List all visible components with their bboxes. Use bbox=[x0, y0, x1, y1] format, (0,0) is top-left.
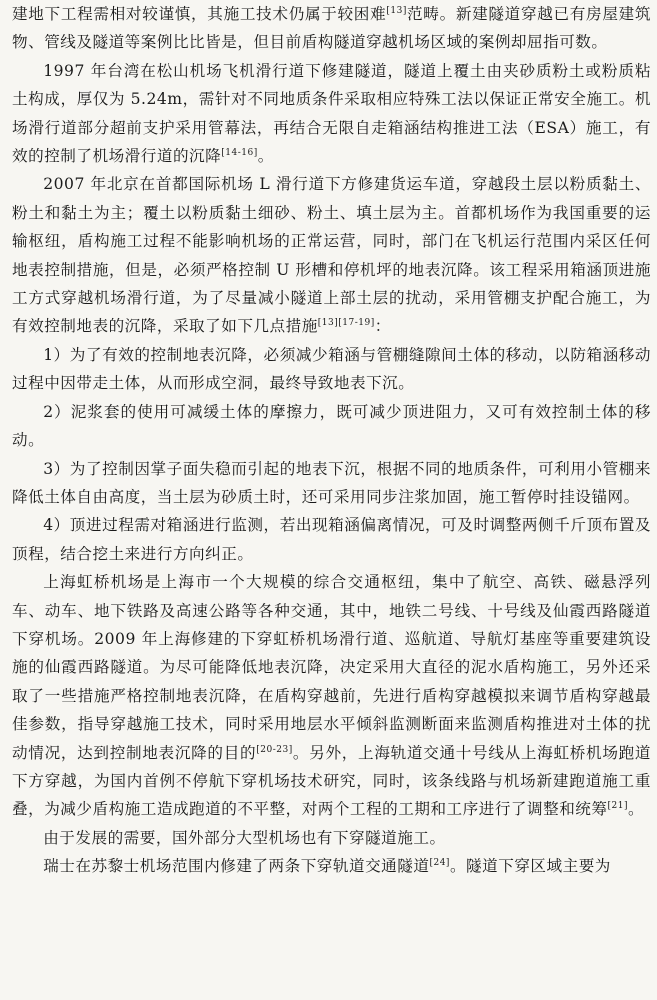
paragraph bbox=[12, 170, 651, 340]
paragraph-text: ： bbox=[374, 317, 391, 336]
paragraph bbox=[12, 824, 651, 852]
paragraph-text: 1）为了有效的控制地表沉降，必须减少箱涵与管棚缝隙间土体的移动，以防箱涵移动过程中因带走土体，从而形成空洞，最终导致地表下沉。 bbox=[12, 345, 651, 393]
paragraph-text: 。 bbox=[257, 147, 274, 166]
citation: [13][17-19] bbox=[317, 318, 375, 329]
paragraph bbox=[12, 852, 651, 880]
paragraph-text: 。另外，上海轨道交通十号线从上海虹桥机场跑道下方穿越，为国内首例不停航下穿机场技术研究，同时，该条线路与机场新建跑道施工重叠，为减少盾构施工造成跑道的不平整，对两个工程的工期和工序进行了调整和统筹 bbox=[12, 743, 651, 819]
paragraph-text: 2）泥浆套的使用可减缓土体的摩擦力，既可减少顶进阻力，又可有效控制土体的移动。 bbox=[12, 402, 651, 450]
list-item bbox=[12, 398, 651, 455]
citation: [21] bbox=[607, 801, 628, 812]
citation: [13] bbox=[386, 5, 407, 16]
paragraph bbox=[12, 0, 651, 57]
paragraph bbox=[12, 568, 651, 824]
citation: [20-23] bbox=[256, 744, 293, 755]
paragraph-text: 范畴。新建隧道穿越已有房屋建筑物、管线及隧道等案例比比皆是，但目前盾构隧道穿越机场区域的案例却屈指可数。 bbox=[12, 5, 651, 52]
citation: [14-16] bbox=[221, 147, 258, 158]
paragraph-text: 3）为了控制因掌子面失稳而引起的地表下沉，根据不同的地质条件，可利用小管棚来降低土体自由高度，当土层为砂质土时，还可采用同步注浆加固，施工暂停时挂设锚网。 bbox=[12, 459, 651, 506]
paragraph-text: 1997 年台湾在松山机场飞机滑行道下修建隧道，隧道上覆土由夹砂质粉土或粉质粘土构成，厚仅为 5.24m，需针对不同地质条件采取相应特殊工法以保证正常安全施工。机场滑行道部分超前支护采用管幕法，再结合无限自走箱涵结构推进工法（ESA）施工，有效的控制了机场滑行道的沉降 bbox=[12, 61, 651, 166]
paragraph-text: 上海虹桥机场是上海市一个大规模的综合交通枢纽，集中了航空、高铁、磁悬浮列车、动车、地下铁路及高速公路等各种交通，其中，地铁二号线、十号线及仙霞西路隧道下穿机场。2009 年上海修建的下穿虹桥机场滑行道、巡航道、导航灯基座等重要建筑设施的仙霞西路隧道。为尽可能降低地表沉降，决定采用大直径的泥水盾构施工，另外还采取了一些措施严格控制地表沉降，在盾构穿越前，先进行盾构穿越模拟来调节盾构穿越最佳参数，指导穿越施工技术，同时采用地层水平倾斜监测断面来监测盾构推进对土体的扰动情况，达到控制地表沉降的目的 bbox=[12, 573, 651, 762]
paragraph-text: 建地下工程需相对较谨慎，其施工技术仍属于较困难 bbox=[12, 5, 387, 23]
list-item bbox=[12, 455, 651, 512]
list-item bbox=[12, 511, 651, 568]
paragraph-text: 由于发展的需要，国外部分大型机场也有下穿隧道施工。 bbox=[43, 828, 446, 847]
paragraph-text: 。隧道下穿区域主要为 bbox=[449, 857, 611, 876]
citation: [24] bbox=[429, 858, 450, 868]
paragraph-text: 2007 年北京在首都国际机场 L 滑行道下方修建货运车道，穿越段土层以粉质黏土、粉土和黏土为主；覆土以粉质黏土细砂、粉土、填土层为主。首都机场作为我国重要的运输枢纽，盾构施工过程不能影响机场的正常运营，同时，部门在飞机运行范围内采区任何地表控制措施，但是，必须严格控制 U 形槽和停机坪的地表沉降。该工程采用箱涵顶进施工方式穿越机场滑行道，为了尽量减小隧道上部土层的扰动，采用管棚支护配合施工，为有效控制地表的沉降，采取了如下几点措施 bbox=[12, 175, 651, 336]
paragraph-text: 。 bbox=[627, 800, 645, 819]
paragraph-text: 4）顶进过程需对箱涵进行监测，若出现箱涵偏离情况，可及时调整两侧千斤顶布置及顶程，结合挖土来进行方向纠正。 bbox=[12, 516, 651, 563]
list-item bbox=[12, 341, 651, 398]
paragraph-text: 瑞士在苏黎士机场范围内修建了两条下穿轨道交通隧道 bbox=[43, 857, 430, 876]
paragraph bbox=[12, 57, 651, 171]
